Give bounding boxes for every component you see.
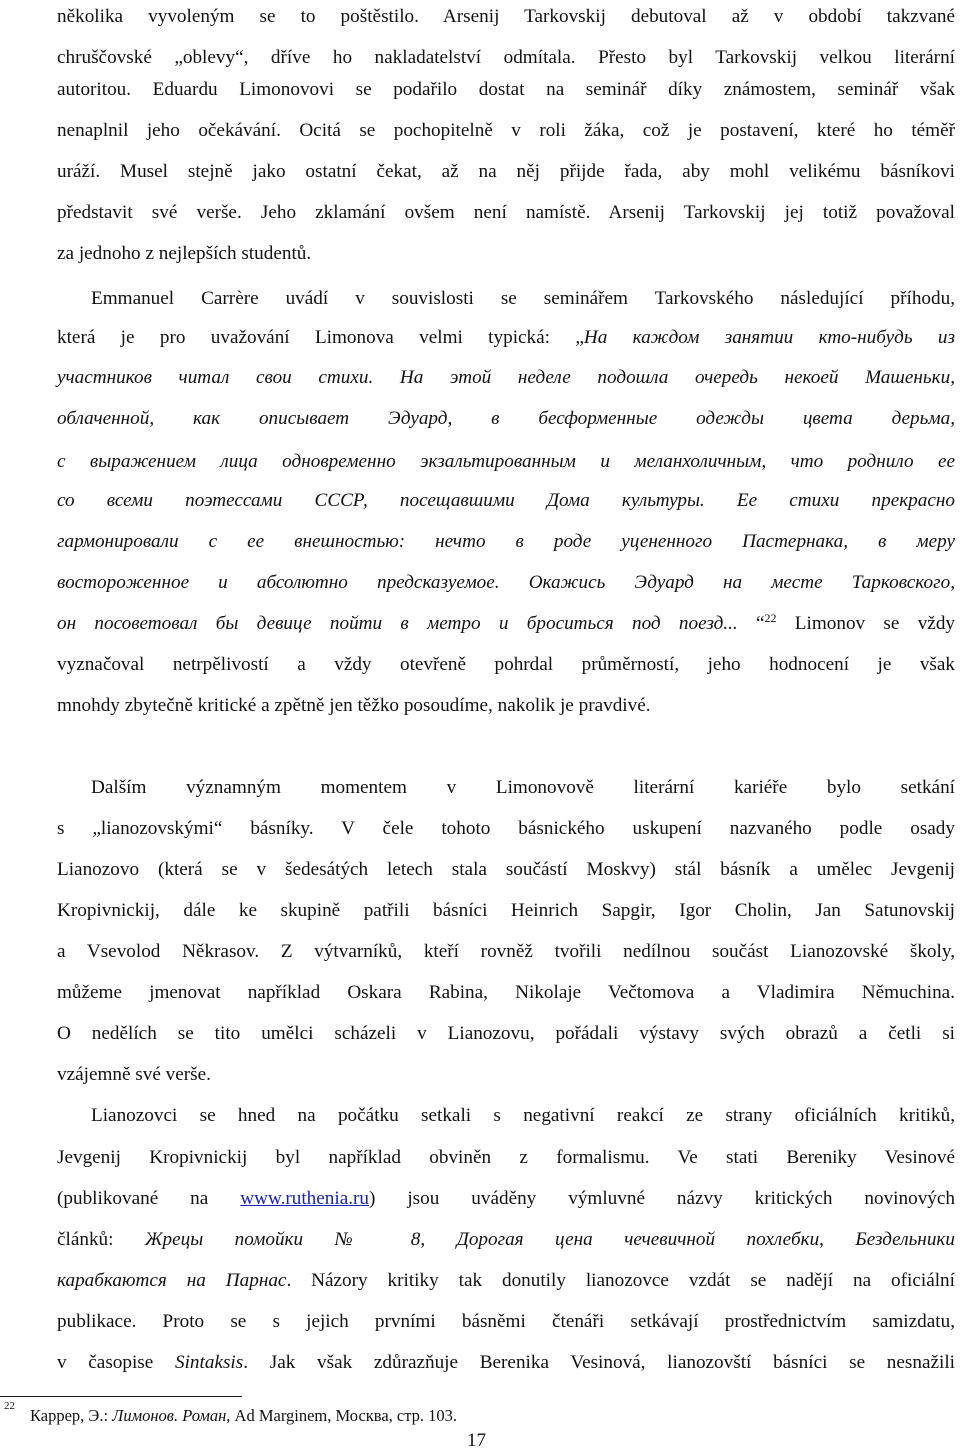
paragraph-1-line-1: několika vyvoleným se to poštěstilo. Arsenij Tarkovskij debutoval až v období takzvané [57, 6, 955, 27]
russian-quote-text: с выражением лица одновременно экзальтированным и меланхоличным, что роднило ее [57, 451, 955, 472]
article-title: Жрецы помойки № 8 [144, 1229, 421, 1250]
closing-quote: “ [737, 613, 765, 634]
page-number: 17 [467, 1430, 486, 1451]
paragraph-2-line-3 [57, 363, 955, 393]
paragraph-3-line-3: Lianozovo (která se v šedesátých letech stala součástí Moskvy) stál básník a umělec Jevgenij [57, 859, 955, 880]
paragraph-2-line-8 [57, 568, 955, 598]
footnote-reference[interactable]: 22 [764, 611, 777, 625]
paragraph-1-line-3: autoritou. Eduardu Limonovovi se podařilo dostat na seminář díky známostem, seminář však [57, 79, 955, 100]
paragraph-2-line-11: mnohdy zbytečně kritické a zpětně jen těžko posoudíme, nakolik je pravdivé. [57, 695, 651, 716]
separator: , [420, 1229, 457, 1250]
paragraph-1-line-5: uráží. Musel stejně jako ostatní čekat, až na něj přijde řada, aby mohl velikému básníkovi [57, 161, 955, 182]
paragraph-4-line-7-text: v časopise [57, 1352, 175, 1373]
footnote-publisher: , Ad Marginem, Москва, стр. 103. [226, 1406, 458, 1425]
paragraph-4-line-6: publikace. Proto se s jejich prvními básněmi čtenáři setkávají prostřednictvím samizdatu, [57, 1311, 955, 1332]
paragraph-4-line-3 [57, 1184, 955, 1214]
russian-quote-text: гармонировали с ее внешностью: нечто в роде уцененного Пастернака, в меру [57, 531, 955, 552]
paragraph-2-line-9 [57, 609, 955, 639]
paragraph-4-line-7 [57, 1348, 955, 1378]
paragraph-3-line-4: Kropivnickij, dále ke skupině patřili básníci Heinrich Sapgir, Igor Cholin, Jan Satunovskij [57, 900, 955, 921]
paragraph-2-line-2 [57, 323, 955, 353]
paragraph-1-line-4: nenaplnil jeho očekávání. Ocitá se pochopitelně v roli žáka, což je postavení, které ho téměř [57, 120, 955, 141]
paragraph-2-line-9-text: Limonov se vždy [776, 613, 956, 634]
paragraph-3-line-7: O nedělích se tito umělci scházeli v Lianozovu, pořádali výstavy svých obrazů a četli si [57, 1023, 955, 1044]
journal-title: Sintaksis [175, 1352, 244, 1373]
paragraph-4-line-5-text: . Názory kritiky tak donutily lianozovce vzdát se nadějí na oficiální [286, 1270, 955, 1291]
paragraph-2-line-10: vyznačoval netrpělivostí a vždy otevřeně pohrdal průměrností, jeho hodnocení je však [57, 654, 955, 675]
paragraph-3-line-6: můžeme jmenovat například Oskara Rabina, Nikolaje Večtomova a Vladimira Němuchina. [57, 982, 955, 1003]
footnote-book-title: Лимонов. Роман [112, 1406, 227, 1425]
paragraph-4-line-5 [57, 1266, 955, 1296]
paragraph-1-line-2: chruščovské „oblevy“, dříve ho nakladatelství odmítala. Přesto byl Tarkovskij velkou literární [57, 47, 955, 68]
footnote-number: 22 [4, 1400, 15, 1412]
russian-quote-text: со всеми поэтессами СССР, посещавшими Дома культуры. Ее стихи прекрасно [57, 490, 955, 511]
paragraph-2-line-5 [57, 447, 955, 477]
paragraph-1-line-6: představit své verše. Jeho zklamání ovšem není namístě. Arsenij Tarkovskij jej totiž považoval [57, 202, 955, 223]
paragraph-3-line-5: a Vsevolod Někrasov. Z výtvarníků, kteří rovněž tvořili nedílnou součást Lianozovské školy, [57, 941, 955, 962]
paragraph-3-line-2: s „lianozovskými“ básníky. V čele tohoto básnického uskupení nazvaného podle osady [57, 818, 955, 839]
footnote-separator [0, 1396, 242, 1397]
article-title: карабкаются на Парнас [57, 1270, 287, 1291]
russian-quote-text: облаченной, как описывает Эдуард, в бесформенные одежды цвета дерьма, [57, 408, 955, 429]
paragraph-4-line-4-text: článků: [57, 1229, 145, 1250]
paragraph-3-line-8: vzájemně své verše. [57, 1064, 211, 1085]
paragraph-2-line-2-text: která je pro uvažování Limonova velmi typická: „ [57, 327, 584, 348]
paragraph-4-line-4 [57, 1225, 955, 1255]
paragraph-3-line-1: Dalším významným momentem v Limonovově literární kariéře bylo setkání [91, 777, 955, 798]
ruthenia-link[interactable]: www.ruthenia.ru [240, 1188, 370, 1209]
paragraph-2-line-7 [57, 527, 955, 557]
russian-quote-text: он посоветовал бы девице пойти в метро и броситься под поезд... [57, 613, 738, 634]
article-title: Бездельники [855, 1229, 955, 1250]
paragraph-1-line-7: za jednoho z nejlepších studentů. [57, 243, 312, 264]
article-title: Дорогая цена чечевичной похлебки [456, 1229, 820, 1250]
russian-quote-text: участников читал свои стихи. [57, 367, 374, 388]
paragraph-2-line-1: Emmanuel Carrère uvádí v souvislosti se seminářem Tarkovského následující příhodu, [91, 288, 955, 309]
paragraph-4-line-2: Jevgenij Kropivnickij byl například obviněn z formalismu. Ve stati Bereniky Vesinové [57, 1147, 955, 1168]
paragraph-2-line-4 [57, 404, 955, 434]
separator: , [819, 1229, 856, 1250]
paragraph-4-line-7-text: . Jak však zdůrazňuje Berenika Vesinová, lianozovští básníci se nesnažili [243, 1352, 955, 1373]
footnote-text [30, 1404, 457, 1428]
russian-quote-text: восторoженное и абсолютно предсказуемое. Окажись Эдуард на месте Тарковского, [57, 572, 955, 593]
paragraph-4-line-3-text: ) jsou uváděny výmluvné názvy kritických novinových [369, 1188, 955, 1209]
russian-quote-text: На каждом занятии кто-нибудь из [583, 327, 955, 348]
footnote-author: Каррер, Э.: [30, 1406, 113, 1425]
paragraph-4-line-3-text: (publikované na [57, 1188, 241, 1209]
paragraph-2-line-6 [57, 486, 955, 516]
russian-quote-text: На этой неделе подошла очередь некоей Машеньки, [373, 367, 955, 388]
paragraph-4-line-1: Lianozovci se hned na počátku setkali s negativní reakcí ze strany oficiálních kritiků, [91, 1105, 955, 1126]
